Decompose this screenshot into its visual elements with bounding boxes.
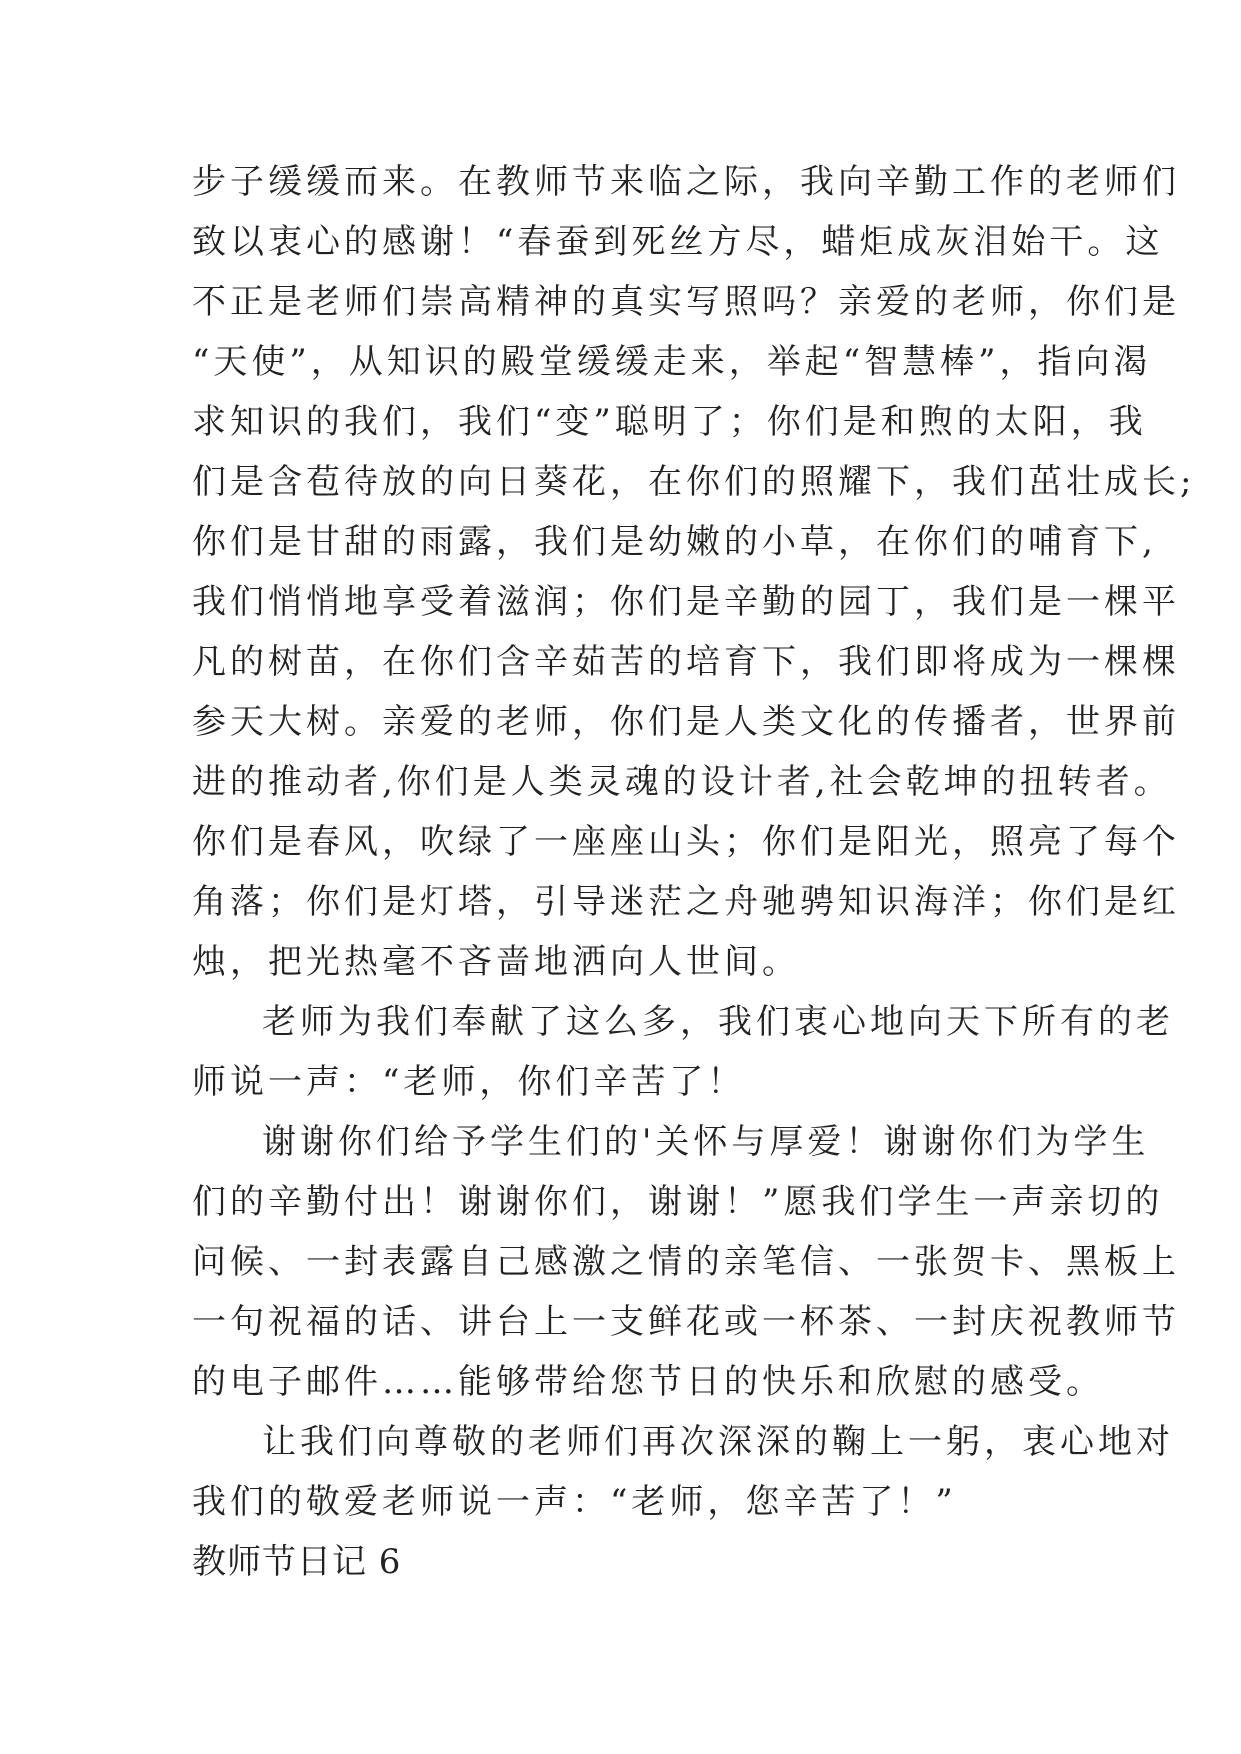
text-line: 让我们向尊敬的老师们再次深深的鞠上一躬，衷心地对 — [262, 1422, 1174, 1462]
paragraph-3 — [192, 1112, 1180, 1412]
text-line: 老师为我们奉献了这么多，我们衷心地向天下所有的老 — [262, 1002, 1174, 1042]
section-heading: 教师节日记 6 — [192, 1542, 402, 1582]
text-line: 的电子邮件……能够带给您节日的快乐和欣慰的感受。 — [192, 1362, 1104, 1402]
paragraph-1 — [192, 152, 1196, 992]
text-line: 角落；你们是灯塔，引导迷茫之舟驰骋知识海洋；你们是红 — [192, 882, 1180, 922]
text-line: 我们悄悄地享受着滋润；你们是辛勤的园丁，我们是一棵平 — [192, 582, 1180, 622]
paragraph-2 — [192, 992, 1174, 1112]
text-line: 求知识的我们，我们“变”聪明了；你们是和煦的太阳，我 — [192, 402, 1147, 442]
text-line: 烛，把光热毫不吝啬地洒向人世间。 — [192, 942, 800, 982]
text-line: 不正是老师们崇高精神的真实写照吗？亲爱的老师，你们是 — [192, 282, 1180, 322]
paragraph-4 — [192, 1412, 1174, 1532]
document-body — [192, 152, 1196, 1592]
text-line: “天使”，从知识的殿堂缓缓走来，举起“智慧棒”，指向渴 — [192, 342, 1152, 382]
text-line: 一句祝福的话、讲台上一支鲜花或一杯茶、一封庆祝教师节 — [192, 1302, 1180, 1342]
text-line: 师说一声：“老师，你们辛苦了！ — [192, 1062, 746, 1102]
text-line: 你们是春风，吹绿了一座座山头；你们是阳光，照亮了每个 — [192, 822, 1180, 862]
text-line: 们的辛勤付出！谢谢你们，谢谢！”愿我们学生一声亲切的 — [192, 1182, 1164, 1222]
text-line: 致以衷心的感谢！“春蚕到死丝方尽，蜡炬成灰泪始干。这 — [192, 222, 1164, 262]
text-line: 你们是甘甜的雨露，我们是幼嫩的小草，在你们的哺育下, — [192, 522, 1157, 562]
text-line: 问候、一封表露自己感激之情的亲笔信、一张贺卡、黑板上 — [192, 1242, 1180, 1282]
text-line: 进的推动者,你们是人类灵魂的设计者,社会乾坤的扭转者。 — [192, 762, 1172, 802]
text-line: 步子缓缓而来。在教师节来临之际，我向辛勤工作的老师们 — [192, 162, 1180, 202]
text-line: 们是含苞待放的向日葵花，在你们的照耀下，我们茁壮成长; — [192, 462, 1196, 502]
text-line: 凡的树苗，在你们含辛茹苦的培育下，我们即将成为一棵棵 — [192, 642, 1180, 682]
text-line: 谢谢你们给予学生们的'关怀与厚爱！谢谢你们为学生 — [262, 1122, 1150, 1162]
text-line: 我们的敬爱老师说一声：“老师，您辛苦了！” — [192, 1482, 957, 1522]
text-line: 参天大树。亲爱的老师，你们是人类文化的传播者，世界前 — [192, 702, 1180, 742]
